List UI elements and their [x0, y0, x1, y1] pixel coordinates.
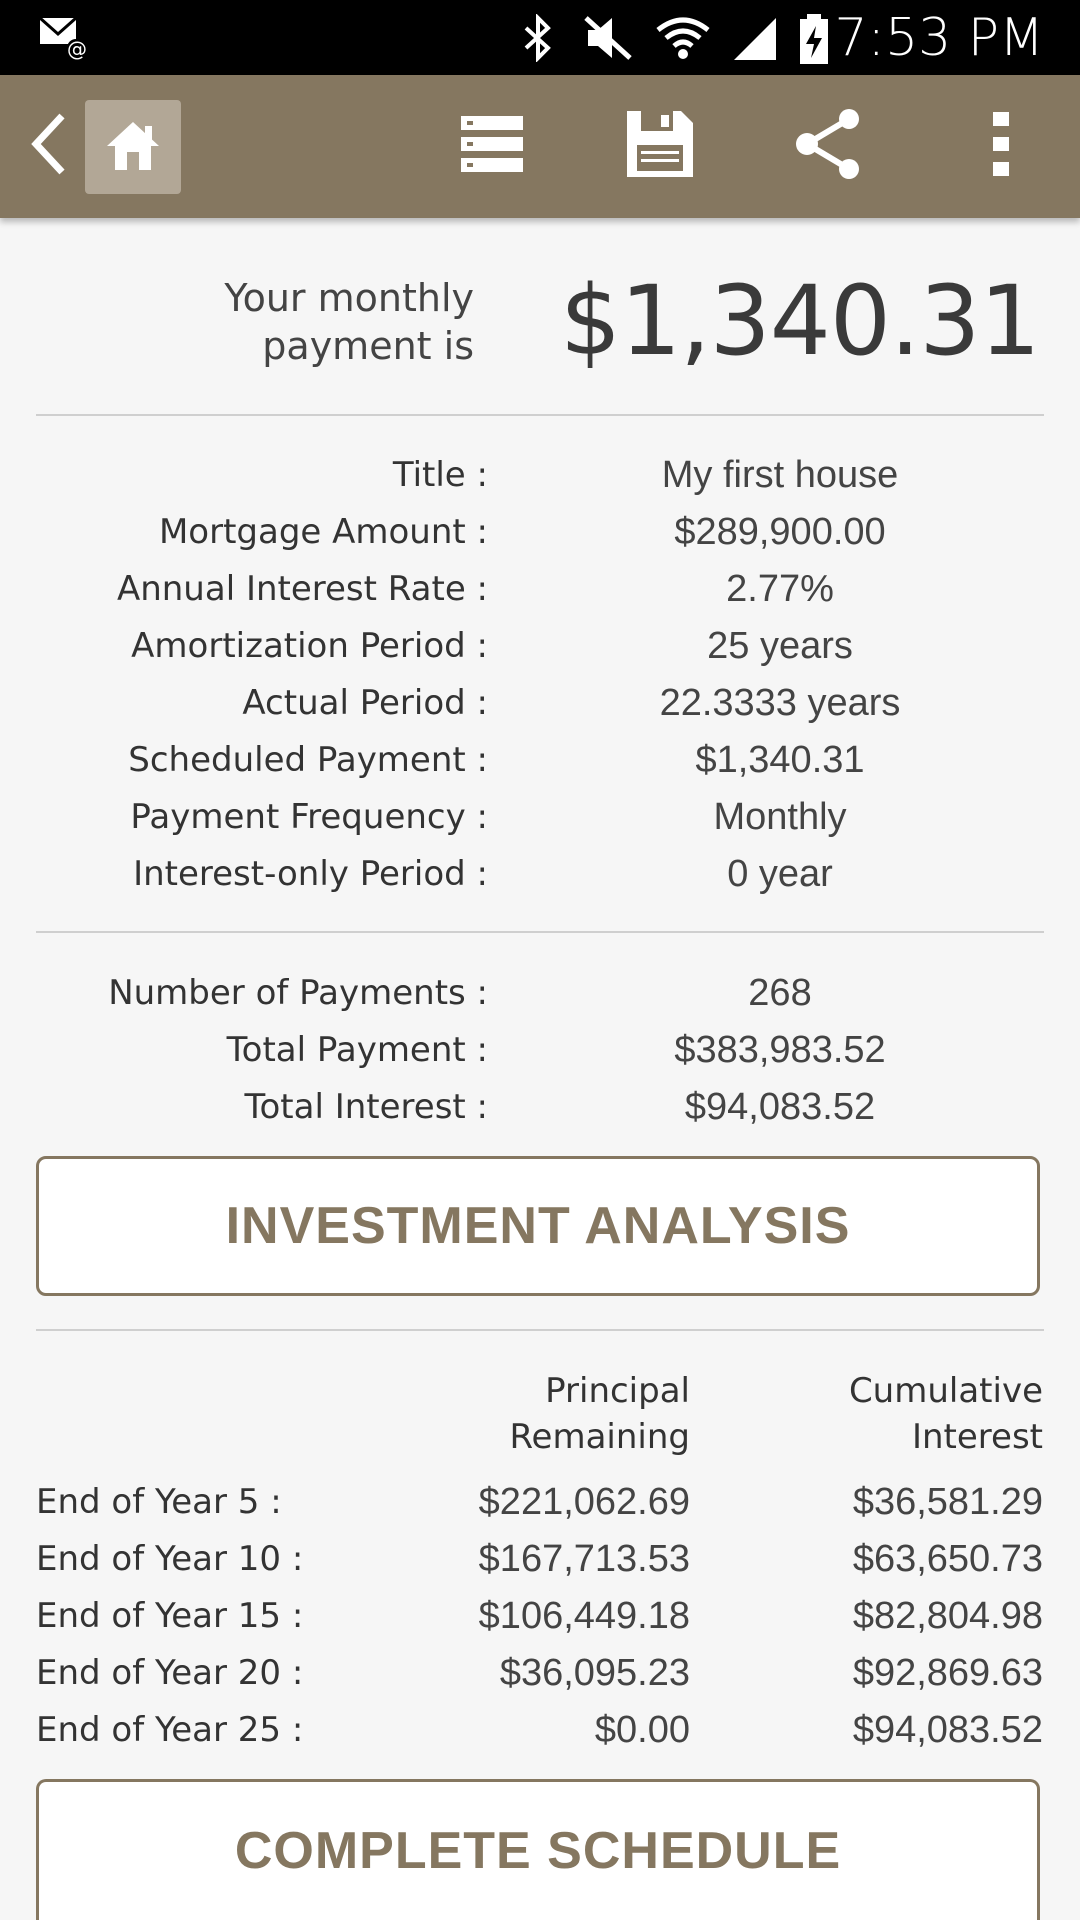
total-label: Total Interest :	[244, 1087, 488, 1127]
principal-remaining-value: $167,713.53	[478, 1538, 690, 1580]
detail-value: $1,340.31	[695, 739, 865, 781]
detail-label: Title :	[392, 455, 488, 495]
back-button[interactable]	[20, 75, 76, 218]
interest-header-line1: Cumulative	[848, 1371, 1043, 1411]
detail-value: Monthly	[713, 796, 847, 838]
table-row	[0, 1645, 1080, 1702]
detail-row-mortgage-amount	[0, 504, 1080, 561]
table-row	[0, 1588, 1080, 1645]
monthly-payment-label-line1: Your monthly	[224, 276, 474, 320]
principal-remaining-header	[420, 1368, 690, 1460]
cumulative-interest-value: $63,650.73	[852, 1538, 1043, 1580]
detail-value: 0 year	[727, 853, 833, 895]
svg-text:@: @	[67, 37, 87, 60]
total-label: Total Payment :	[226, 1030, 488, 1070]
cumulative-interest-value: $82,804.98	[852, 1595, 1043, 1637]
detail-value: 22.3333 years	[659, 682, 901, 724]
total-value: 268	[748, 972, 812, 1014]
year-label: End of Year 15 :	[36, 1596, 304, 1636]
interest-header-line2: Interest	[911, 1417, 1043, 1457]
overflow-menu-button[interactable]	[976, 75, 1026, 218]
principal-header-line1: Principal	[545, 1371, 690, 1411]
detail-row-payment-frequency	[0, 789, 1080, 846]
year-label: End of Year 5 :	[36, 1482, 282, 1522]
detail-label: Interest-only Period :	[133, 854, 488, 894]
divider	[36, 1329, 1044, 1331]
total-row-total-interest	[0, 1079, 1080, 1136]
total-row-number-of-payments	[0, 965, 1080, 1022]
home-button[interactable]	[85, 100, 181, 194]
detail-row-interest-rate	[0, 561, 1080, 618]
year-label: End of Year 10 :	[36, 1539, 304, 1579]
save-button[interactable]	[620, 75, 700, 218]
year-label: End of Year 20 :	[36, 1653, 304, 1693]
detail-label: Amortization Period :	[131, 626, 488, 666]
overflow-menu-icon	[991, 112, 1011, 181]
detail-label: Scheduled Payment :	[128, 740, 488, 780]
detail-row-scheduled-payment	[0, 732, 1080, 789]
wifi-icon	[656, 14, 710, 69]
detail-label: Annual Interest Rate :	[116, 569, 488, 609]
share-button[interactable]	[788, 75, 868, 218]
battery-charging-icon	[798, 14, 830, 71]
principal-header-line2: Remaining	[509, 1417, 690, 1457]
detail-value: 2.77%	[726, 568, 834, 610]
detail-row-actual-period	[0, 675, 1080, 732]
detail-row-amortization-period	[0, 618, 1080, 675]
cumulative-interest-header	[760, 1368, 1043, 1460]
share-icon	[795, 109, 861, 184]
signal-icon	[730, 14, 780, 67]
table-row	[0, 1531, 1080, 1588]
principal-remaining-value: $0.00	[594, 1709, 690, 1751]
investment-analysis-button[interactable]: INVESTMENT ANALYSIS	[36, 1156, 1040, 1296]
cumulative-interest-value: $92,869.63	[852, 1652, 1043, 1694]
total-label: Number of Payments :	[108, 973, 488, 1013]
principal-remaining-value: $106,449.18	[478, 1595, 690, 1637]
detail-label: Actual Period :	[242, 683, 488, 723]
table-row	[0, 1702, 1080, 1759]
detail-value: $289,900.00	[674, 511, 886, 553]
table-row	[0, 1474, 1080, 1531]
status-bar	[0, 0, 1080, 75]
cumulative-interest-value: $94,083.52	[852, 1709, 1043, 1751]
email-notification-icon	[38, 14, 90, 65]
home-icon	[105, 120, 161, 177]
year-label: End of Year 25 :	[36, 1710, 304, 1750]
principal-remaining-value: $221,062.69	[478, 1481, 690, 1523]
detail-label: Payment Frequency :	[130, 797, 488, 837]
total-value: $94,083.52	[684, 1086, 876, 1128]
total-value: $383,983.52	[674, 1029, 886, 1071]
cumulative-interest-value: $36,581.29	[852, 1481, 1043, 1523]
detail-row-interest-only-period	[0, 846, 1080, 903]
principal-remaining-value: $36,095.23	[499, 1652, 690, 1694]
save-icon	[627, 111, 693, 182]
monthly-payment-label-line2: payment is	[262, 324, 474, 368]
back-arrow-icon	[28, 112, 68, 181]
status-time: 7:53 PM	[834, 8, 1044, 68]
detail-value: My first house	[661, 454, 899, 496]
app-toolbar	[0, 75, 1080, 218]
bluetooth-icon	[520, 14, 556, 67]
mute-icon	[584, 14, 634, 67]
complete-schedule-button[interactable]: COMPLETE SCHEDULE	[36, 1779, 1040, 1920]
divider	[36, 414, 1044, 416]
detail-row-title	[0, 447, 1080, 504]
monthly-payment-label	[180, 274, 474, 370]
list-icon	[461, 116, 523, 177]
detail-label: Mortgage Amount :	[158, 512, 488, 552]
total-row-total-payment	[0, 1022, 1080, 1079]
detail-value: 25 years	[707, 625, 853, 667]
list-button[interactable]	[452, 75, 532, 218]
divider	[36, 931, 1044, 933]
monthly-payment-value: $1,340.31	[560, 265, 1040, 377]
